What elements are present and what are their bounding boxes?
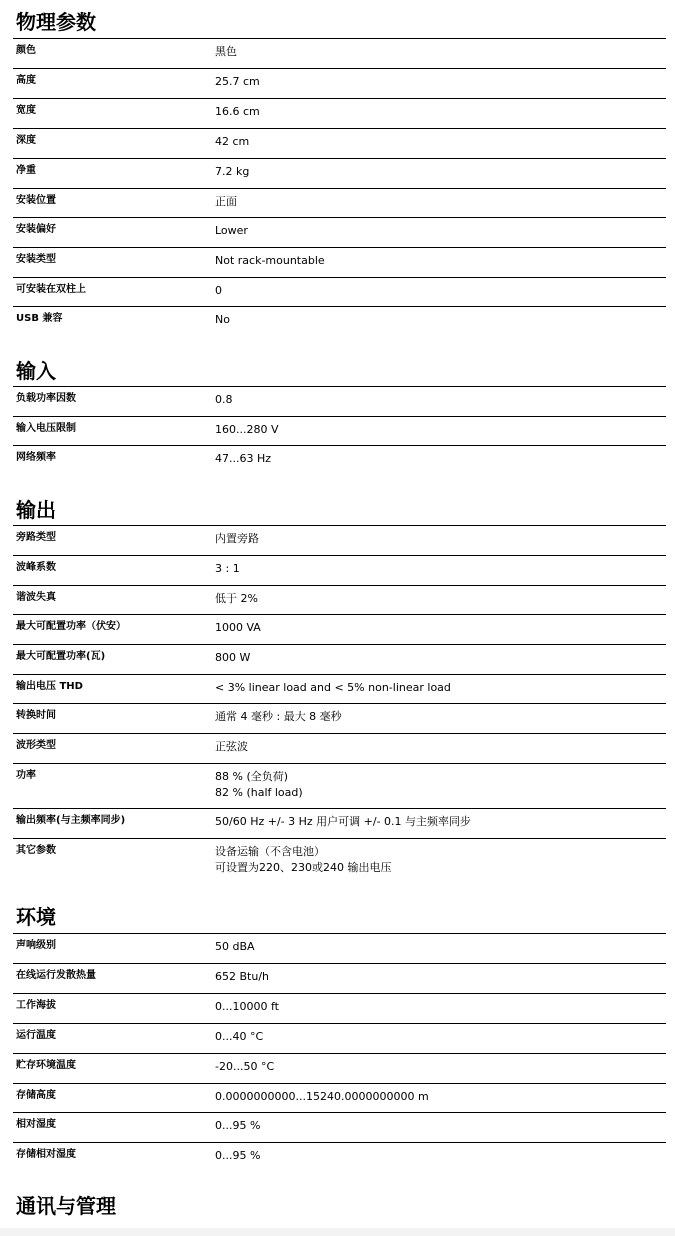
row-label: 存储高度 — [16, 1090, 56, 1101]
row-label: 声响级别 — [16, 940, 56, 951]
section-rule — [13, 386, 666, 387]
row-value: 0 — [215, 284, 222, 297]
row-value: 1000 VA — [215, 621, 261, 634]
row-label: 输出电压 THD — [16, 681, 83, 692]
row-label: 安装类型 — [16, 254, 56, 265]
row-divider — [13, 838, 666, 839]
row-label: USB 兼容 — [16, 313, 63, 324]
section-title-physical: 物理参数 — [16, 10, 96, 34]
row-value: 设备运输（不含电池） — [215, 845, 325, 858]
row-label: 其它参数 — [16, 845, 56, 856]
row-label: 相对湿度 — [16, 1119, 56, 1130]
row-divider — [13, 158, 666, 159]
row-value: 800 W — [215, 651, 251, 664]
row-label: 网络频率 — [16, 452, 56, 463]
row-label: 安装偏好 — [16, 224, 56, 235]
row-label: 旁路类型 — [16, 532, 56, 543]
row-label: 波形类型 — [16, 740, 56, 751]
row-label: 高度 — [16, 75, 36, 86]
row-divider — [13, 306, 666, 307]
row-value: 3 : 1 — [215, 562, 240, 575]
row-value: -20...50 °C — [215, 1060, 275, 1073]
row-value: 160...280 V — [215, 423, 279, 436]
row-value: 0.8 — [215, 393, 233, 406]
row-divider — [13, 703, 666, 704]
row-value: 88 % (全负荷) — [215, 770, 289, 783]
row-label: 安装位置 — [16, 195, 56, 206]
row-value-line2: 可设置为220、230或240 输出电压 — [215, 861, 392, 874]
section-rule — [13, 933, 666, 934]
row-divider — [13, 808, 666, 809]
row-value: 50 dBA — [215, 940, 255, 953]
row-label: 波峰系数 — [16, 562, 56, 573]
row-divider — [13, 1112, 666, 1113]
row-label: 净重 — [16, 165, 36, 176]
row-divider — [13, 1053, 666, 1054]
row-value: < 3% linear load and < 5% non-linear load — [215, 681, 451, 694]
section-title-environment: 环境 — [16, 905, 56, 929]
row-label: 功率 — [16, 770, 36, 781]
row-value: 0...10000 ft — [215, 1000, 279, 1013]
row-label: 转换时间 — [16, 710, 56, 721]
row-divider — [13, 993, 666, 994]
row-value: 通常 4 毫秒 : 最大 8 毫秒 — [215, 710, 342, 723]
row-value: 0...40 °C — [215, 1030, 264, 1043]
row-value: 25.7 cm — [215, 75, 260, 88]
row-value: 16.6 cm — [215, 105, 260, 118]
row-value: 0.0000000000...15240.0000000000 m — [215, 1090, 429, 1103]
row-value: 50/60 Hz +/- 3 Hz 用户可调 +/- 0.1 与主频率同步 — [215, 815, 472, 828]
row-value: 正弦波 — [215, 740, 248, 753]
row-value-line2: 82 % (half load) — [215, 786, 303, 799]
row-divider — [13, 68, 666, 69]
row-divider — [13, 1023, 666, 1024]
row-divider — [13, 555, 666, 556]
row-label: 颜色 — [16, 45, 36, 56]
row-divider — [13, 585, 666, 586]
row-divider — [13, 217, 666, 218]
row-label: 运行温度 — [16, 1030, 56, 1041]
row-value: 652 Btu/h — [215, 970, 270, 983]
row-value: 7.2 kg — [215, 165, 250, 178]
row-label: 工作海拔 — [16, 1000, 56, 1011]
row-value: 47...63 Hz — [215, 452, 272, 465]
row-divider — [13, 277, 666, 278]
row-value: Lower — [215, 224, 248, 237]
row-value: 正面 — [215, 195, 237, 208]
row-value: 42 cm — [215, 135, 250, 148]
section-rule — [13, 525, 666, 526]
section-rule — [13, 38, 666, 39]
row-value: No — [215, 313, 230, 326]
row-divider — [13, 644, 666, 645]
row-divider — [13, 733, 666, 734]
row-label: 输入电压限制 — [16, 423, 76, 434]
row-value: Not rack-mountable — [215, 254, 325, 267]
row-value: 0...95 % — [215, 1149, 261, 1162]
row-label: 可安装在双柱上 — [16, 284, 86, 295]
row-divider — [13, 98, 666, 99]
row-divider — [13, 128, 666, 129]
row-divider — [13, 1142, 666, 1143]
row-value: 内置旁路 — [215, 532, 259, 545]
row-label: 深度 — [16, 135, 36, 146]
row-divider — [13, 614, 666, 615]
row-value: 0...95 % — [215, 1119, 261, 1132]
row-divider — [13, 763, 666, 764]
row-label: 输出频率(与主频率同步) — [16, 815, 126, 826]
row-divider — [13, 445, 666, 446]
page-bottom-edge — [0, 1228, 675, 1236]
row-divider — [13, 416, 666, 417]
row-value: 黑色 — [215, 45, 237, 58]
row-label: 负载功率因数 — [16, 393, 76, 404]
section-title-communications: 通讯与管理 — [16, 1194, 116, 1218]
row-divider — [13, 188, 666, 189]
row-label: 在线运行发散热量 — [16, 970, 96, 981]
section-title-input: 输入 — [16, 359, 56, 383]
row-label: 宽度 — [16, 105, 36, 116]
row-divider — [13, 1083, 666, 1084]
row-label: 最大可配置功率(瓦) — [16, 651, 106, 662]
row-label: 谐波失真 — [16, 592, 56, 603]
row-value: 低于 2% — [215, 592, 258, 605]
row-label: 存储相对湿度 — [16, 1149, 76, 1160]
row-label: 贮存环境温度 — [16, 1060, 76, 1071]
row-divider — [13, 247, 666, 248]
row-divider — [13, 674, 666, 675]
row-divider — [13, 963, 666, 964]
row-label: 最大可配置功率（伏安） — [16, 621, 126, 632]
section-title-output: 输出 — [16, 498, 56, 522]
